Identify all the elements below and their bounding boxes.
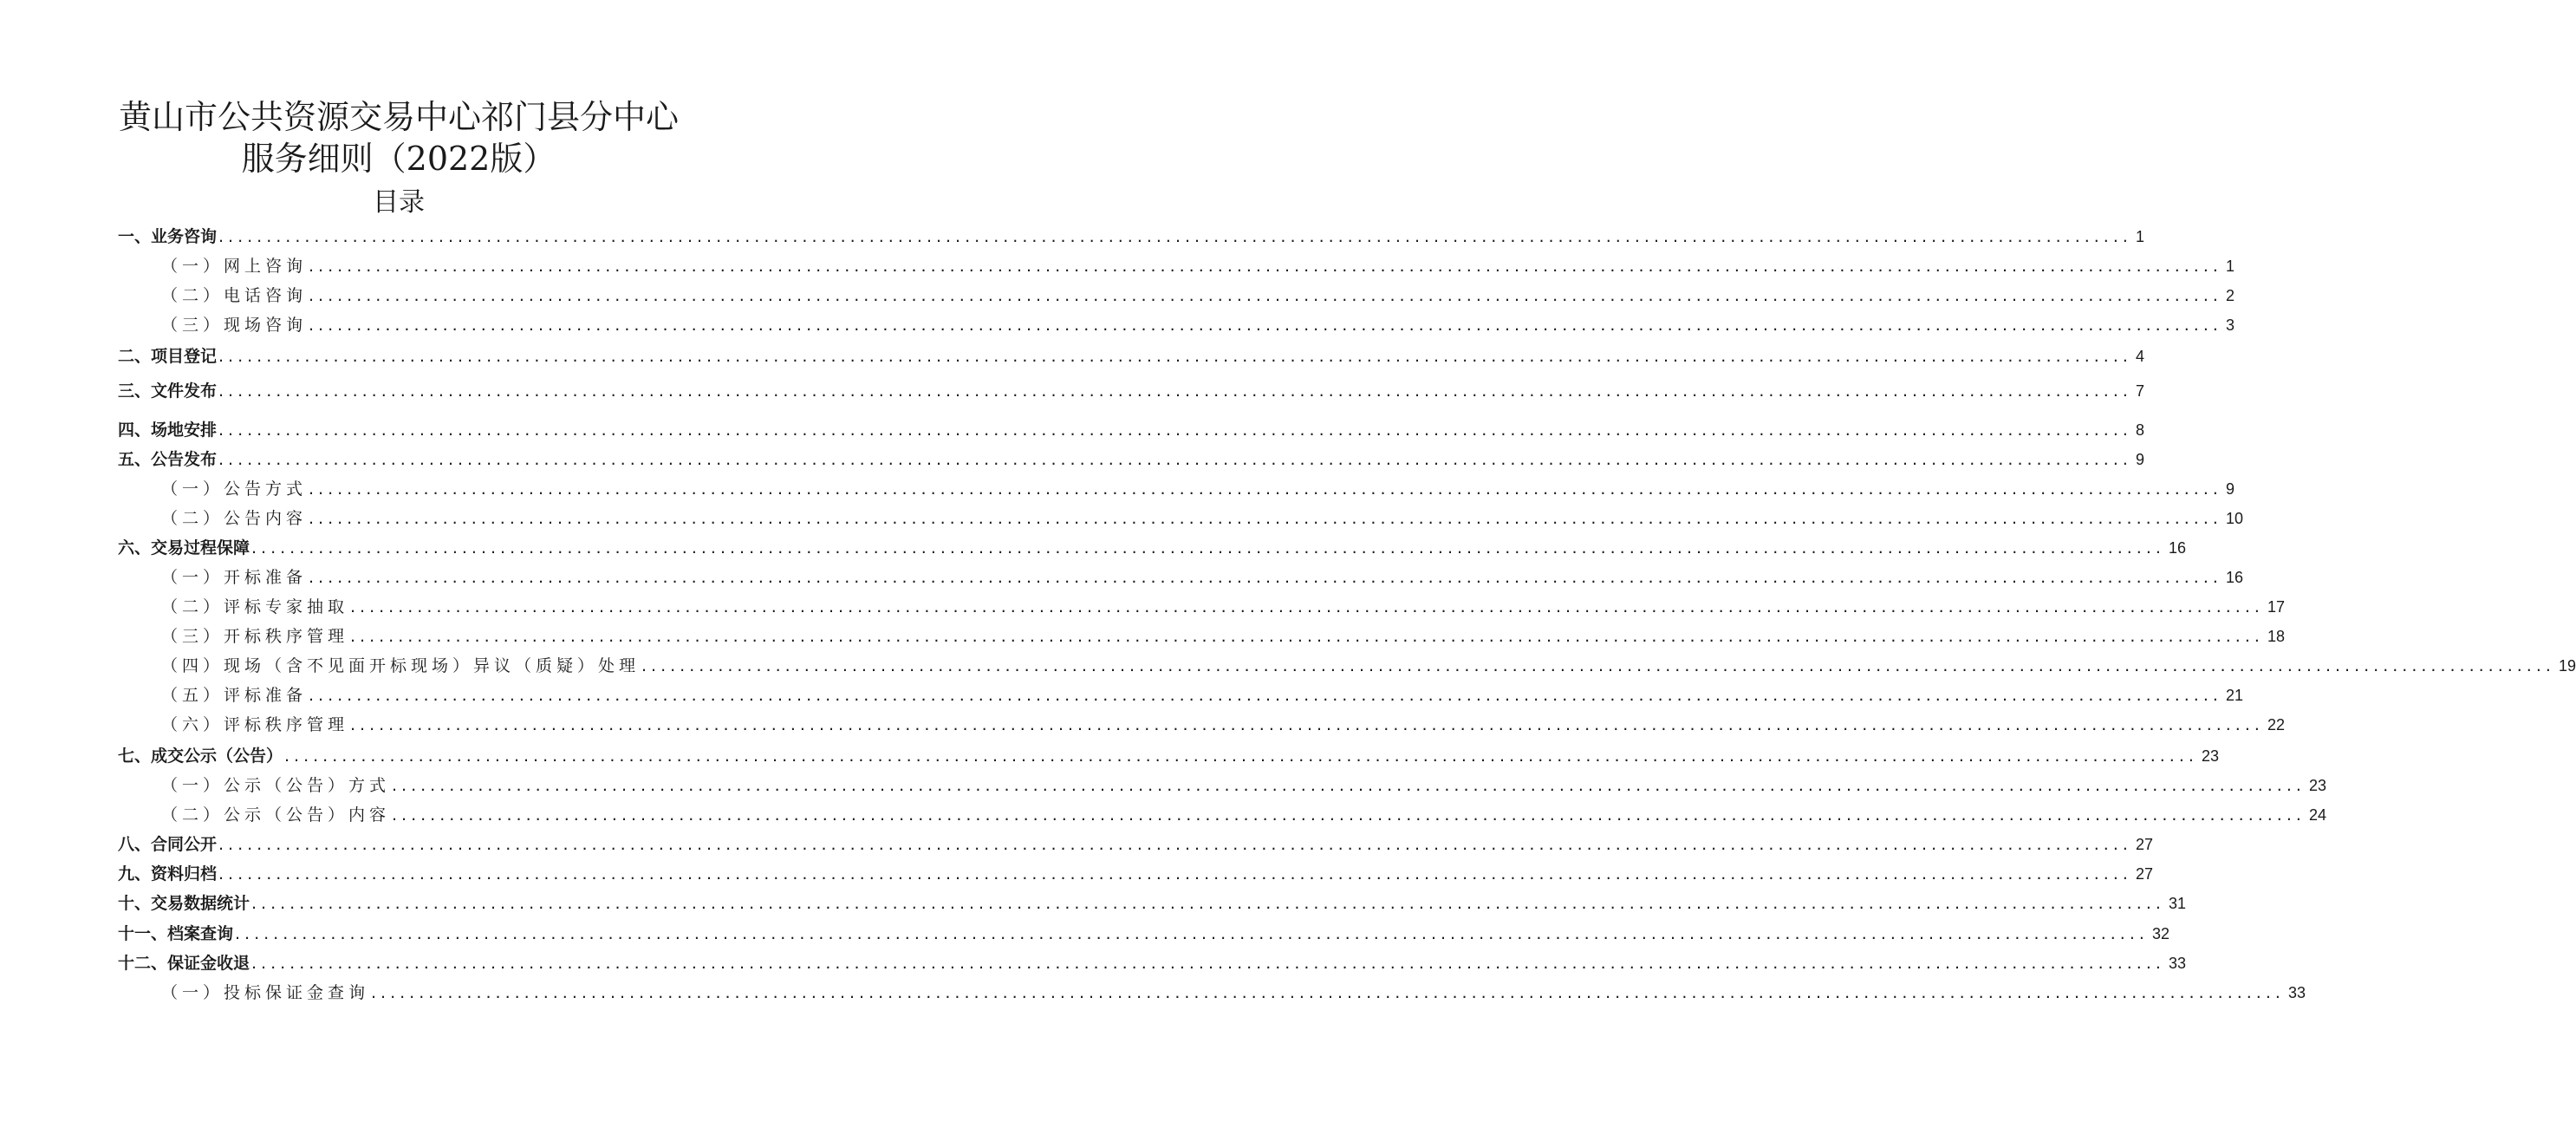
- toc-dot-leader: ........................................................................................................................................................................................................: [392, 805, 2306, 825]
- toc-entry[interactable]: [118, 253, 2234, 279]
- toc-entry-label: 六、交易过程保障: [118, 538, 250, 557]
- toc-entry[interactable]: [118, 980, 2306, 1006]
- toc-entry-label: 十、交易数据统计: [118, 894, 250, 913]
- toc-entry[interactable]: [118, 950, 2186, 976]
- toc-entry-label: （三）现场咨询: [161, 316, 308, 335]
- toc-dot-leader: ........................................................................................................................................................................................................: [218, 864, 2132, 883]
- toc-entry[interactable]: [118, 802, 2326, 828]
- toc-entry-label: （五）评标准备: [161, 686, 308, 705]
- toc-entry-page: 1: [2225, 258, 2234, 275]
- toc-entry-page: 17: [2267, 598, 2285, 616]
- document-title-line1: 黄山市公共资源交易中心祁门县分中心: [118, 98, 679, 136]
- toc-entry-page: 23: [2201, 747, 2219, 765]
- toc-entry-page: 1: [2135, 228, 2144, 245]
- toc-entry-page: 10: [2225, 510, 2243, 527]
- toc-dot-leader: ........................................................................................................................................................................................................: [371, 983, 2285, 1002]
- toc-dot-leader: ........................................................................................................................................................................................................: [218, 347, 2132, 366]
- toc-dot-leader: ........................................................................................................................................................................................................: [284, 747, 2198, 766]
- toc-entry[interactable]: [118, 594, 2285, 620]
- toc-entry-label: （六）评标秩序管理: [161, 715, 349, 734]
- toc-dot-leader: ........................................................................................................................................................................................................: [309, 286, 2222, 305]
- toc-entry-label: （一）开标准备: [161, 568, 308, 587]
- toc-entry-page: 8: [2135, 421, 2144, 439]
- toc-entry-page: 32: [2151, 925, 2169, 942]
- toc-entry-page: 3: [2225, 316, 2234, 334]
- toc-dot-leader: ........................................................................................................................................................................................................: [218, 227, 2132, 246]
- toc-entry[interactable]: [118, 378, 2144, 404]
- toc-entry[interactable]: [118, 831, 2153, 857]
- toc-entry[interactable]: [118, 743, 2219, 769]
- toc-entry-label: （一）公示（公告）方式: [161, 776, 391, 795]
- toc-entry[interactable]: [118, 312, 2234, 338]
- toc-entry-label: 十二、保证金收退: [118, 954, 250, 973]
- toc-entry[interactable]: [118, 447, 2144, 473]
- toc-dot-leader: ........................................................................................................................................................................................................: [350, 715, 2264, 734]
- toc-dot-leader: ........................................................................................................................................................................................................: [218, 421, 2132, 440]
- toc-entry-label: （一）公告方式: [161, 479, 308, 499]
- toc-entry-label: （二）电话咨询: [161, 286, 308, 305]
- toc-dot-leader: ........................................................................................................................................................................................................: [350, 597, 2264, 616]
- toc-dot-leader: ........................................................................................................................................................................................................: [309, 568, 2222, 587]
- toc-entry-page: 7: [2135, 382, 2144, 400]
- document-title-line2: 服务细则（2022版）: [241, 140, 556, 178]
- toc-entry-page: 19: [2558, 657, 2576, 675]
- toc-entry-page: 23: [2308, 777, 2326, 794]
- toc-heading: 目录: [373, 187, 425, 218]
- toc-entry-label: 四、场地安排: [118, 421, 218, 440]
- toc-entry-label: 一、业务咨询: [118, 227, 218, 246]
- toc-entry[interactable]: [118, 890, 2186, 916]
- toc-dot-leader: ........................................................................................................................................................................................................: [251, 954, 2165, 973]
- toc-dot-leader: ........................................................................................................................................................................................................: [641, 656, 2555, 675]
- toc-entry[interactable]: [118, 682, 2243, 708]
- toc-entry-page: 33: [2168, 955, 2186, 972]
- toc-entry-label: （三）开标秩序管理: [161, 627, 349, 646]
- toc-entry-label: 二、项目登记: [118, 347, 218, 366]
- toc-entry-page: 22: [2267, 716, 2285, 734]
- toc-dot-leader: ........................................................................................................................................................................................................: [218, 381, 2132, 401]
- toc-entry-label: 五、公告发布: [118, 450, 218, 469]
- toc-dot-leader: ........................................................................................................................................................................................................: [309, 316, 2222, 335]
- toc-dot-leader: ........................................................................................................................................................................................................: [392, 776, 2306, 795]
- toc-entry[interactable]: [118, 921, 2169, 947]
- toc-entry-page: 2: [2225, 287, 2234, 304]
- toc-entry[interactable]: [118, 283, 2234, 309]
- toc-entry[interactable]: [118, 505, 2243, 531]
- toc-entry-page: 27: [2135, 836, 2153, 853]
- toc-entry-label: 九、资料归档: [118, 864, 218, 883]
- toc-entry-label: 十一、档案查询: [118, 924, 234, 943]
- toc-dot-leader: ........................................................................................................................................................................................................: [309, 509, 2222, 528]
- toc-entry-label: （一）投标保证金查询: [161, 983, 370, 1002]
- toc-entry-page: 16: [2225, 569, 2243, 586]
- toc-entry-label: （一）网上咨询: [161, 257, 308, 276]
- toc-entry-page: 4: [2135, 348, 2144, 365]
- toc-entry[interactable]: [118, 861, 2153, 887]
- toc-entry-label: （二）公告内容: [161, 509, 308, 528]
- toc-dot-leader: ........................................................................................................................................................................................................: [309, 686, 2222, 705]
- toc-entry[interactable]: [118, 476, 2234, 502]
- toc-entry-page: 24: [2308, 806, 2326, 824]
- toc-entry[interactable]: [118, 623, 2285, 649]
- toc-dot-leader: ........................................................................................................................................................................................................: [251, 538, 2165, 557]
- toc-dot-leader: ........................................................................................................................................................................................................: [309, 479, 2222, 499]
- toc-dot-leader: ........................................................................................................................................................................................................: [218, 450, 2132, 469]
- toc-dot-leader: ........................................................................................................................................................................................................: [218, 835, 2132, 854]
- toc-entry[interactable]: [118, 773, 2326, 799]
- toc-entry-page: 21: [2225, 687, 2243, 704]
- toc-dot-leader: ........................................................................................................................................................................................................: [235, 924, 2149, 943]
- toc-entry-label: （二）评标专家抽取: [161, 597, 349, 616]
- toc-entry[interactable]: [118, 564, 2243, 590]
- toc-entry-label: （四）现场（含不见面开标现场）异议（质疑）处理: [161, 656, 641, 675]
- toc-dot-leader: ........................................................................................................................................................................................................: [309, 257, 2222, 276]
- toc-dot-leader: ........................................................................................................................................................................................................: [350, 627, 2264, 646]
- table-of-contents: [118, 0, 2576, 1128]
- toc-entry[interactable]: [118, 224, 2144, 250]
- toc-entry-page: 16: [2168, 539, 2186, 557]
- toc-entry-page: 27: [2135, 865, 2153, 883]
- toc-entry-page: 31: [2168, 895, 2186, 912]
- toc-entry-label: 八、合同公开: [118, 835, 218, 854]
- toc-entry[interactable]: [118, 653, 2576, 679]
- toc-entry-page: 9: [2135, 451, 2144, 468]
- toc-entry-label: 三、文件发布: [118, 381, 218, 401]
- toc-entry-page: 33: [2287, 984, 2306, 1001]
- toc-entry-label: （二）公示（公告）内容: [161, 805, 391, 825]
- toc-entry-page: 18: [2267, 628, 2285, 645]
- toc-entry-page: 9: [2225, 480, 2234, 498]
- toc-entry-label: 七、成交公示（公告）: [118, 747, 283, 766]
- toc-dot-leader: ........................................................................................................................................................................................................: [251, 894, 2165, 913]
- toc-entry[interactable]: [118, 343, 2144, 369]
- toc-entry[interactable]: [118, 712, 2285, 738]
- toc-entry[interactable]: [118, 417, 2144, 443]
- toc-entry[interactable]: [118, 535, 2186, 561]
